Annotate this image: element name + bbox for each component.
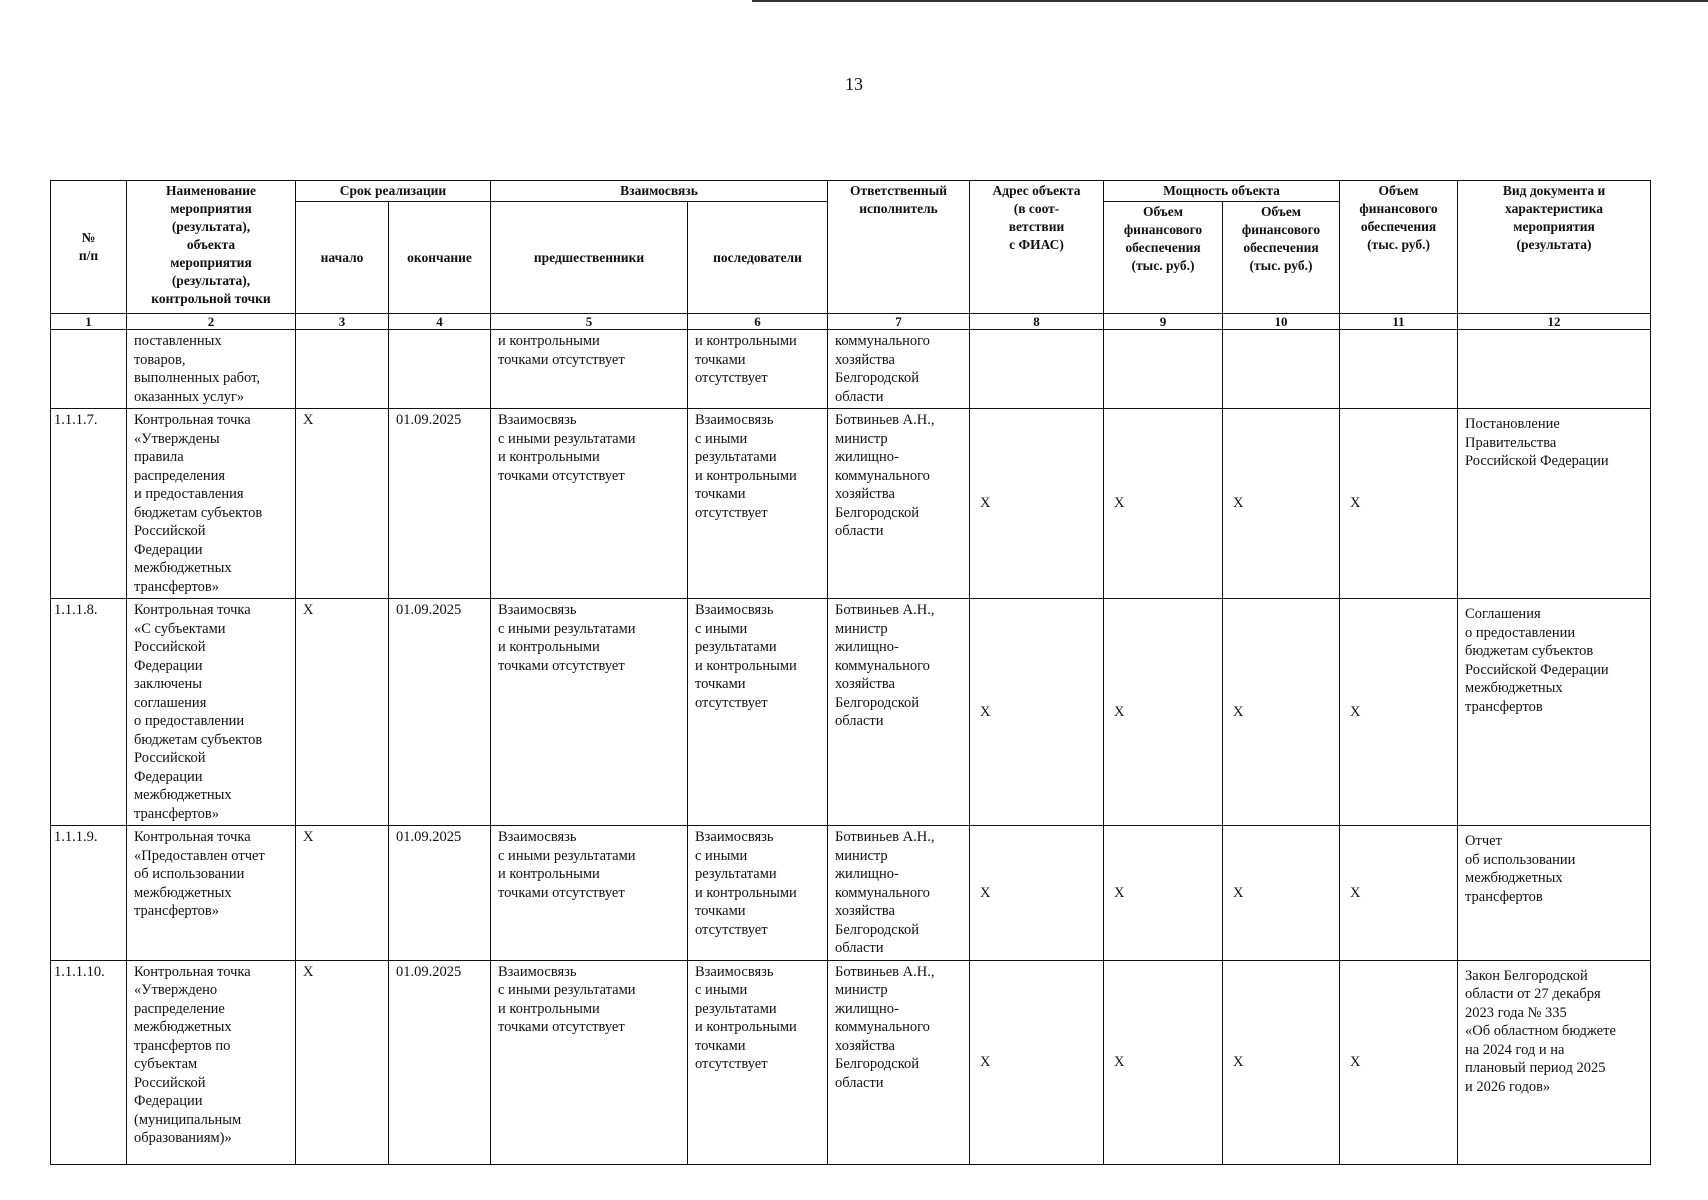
column-number: 9 — [1104, 314, 1223, 330]
header-end: окончание — [389, 202, 491, 314]
cell-no: 1.1.1.10. — [51, 960, 127, 1164]
cell-predecessors: Взаимосвязь с иными результатами и контрольными точками отсутствует — [491, 599, 688, 826]
column-number: 12 — [1458, 314, 1651, 330]
cell-predecessors: Взаимосвязь с иными результатами и контрольными точками отсутствует — [491, 960, 688, 1164]
cell-end: 01.09.2025 — [389, 960, 491, 1164]
cell-successors: и контрольными точками отсутствует — [688, 330, 828, 409]
header-fin11: Объем финансового обеспечения (тыс. руб.) — [1340, 181, 1458, 314]
cell-name: Контрольная точка «С субъектами Российской Федерации заключены соглашения о предоставлении бюджетам субъектов Российской Федерации межбюджетных трансфертов» — [127, 599, 296, 826]
cell-end: 01.09.2025 — [389, 409, 491, 599]
column-number: 8 — [970, 314, 1104, 330]
cell-start: X — [296, 409, 389, 599]
header-predecessors: предшественники — [491, 202, 688, 314]
cell-document — [1458, 330, 1651, 409]
table-row — [51, 960, 1651, 1164]
cell-predecessors: и контрольными точками отсутствует — [491, 330, 688, 409]
cell-executor: Ботвиньев А.Н., министр жилищно- коммунального хозяйства Белгородской области — [828, 960, 970, 1164]
cell-name: Контрольная точка «Утверждено распределение межбюджетных трансфертов по субъектам Российской Федерации (муниципальным образованиям)» — [127, 960, 296, 1164]
header-capacity: Мощность объекта — [1104, 181, 1340, 202]
cell-start: X — [296, 826, 389, 961]
header-fin10: Объем финансового обеспечения (тыс. руб.) — [1223, 202, 1340, 314]
cell-capacity-10: X — [1223, 599, 1340, 826]
cell-start: X — [296, 599, 389, 826]
header-successors: последователи — [688, 202, 828, 314]
header-fin9: Объем финансового обеспечения (тыс. руб.) — [1104, 202, 1223, 314]
cell-end — [389, 330, 491, 409]
cell-no: 1.1.1.8. — [51, 599, 127, 826]
cell-no: 1.1.1.9. — [51, 826, 127, 961]
cell-capacity-9 — [1104, 330, 1223, 409]
cell-executor: коммунального хозяйства Белгородской области — [828, 330, 970, 409]
table-row — [51, 826, 1651, 961]
cell-predecessors: Взаимосвязь с иными результатами и контрольными точками отсутствует — [491, 826, 688, 961]
column-number: 1 — [51, 314, 127, 330]
cell-capacity-9: X — [1104, 960, 1223, 1164]
cell-capacity-10: X — [1223, 826, 1340, 961]
cell-document: Закон Белгородской области от 27 декабря 2023 года № 335 «Об областном бюджете на 2024 год и на плановый период 2025 и 2026 годов» — [1458, 960, 1651, 1164]
cell-document: Постановление Правительства Российской Федерации — [1458, 409, 1651, 599]
cell-capacity-9: X — [1104, 409, 1223, 599]
cell-no — [51, 330, 127, 409]
cell-document: Соглашения о предоставлении бюджетам субъектов Российской Федерации межбюджетных трансфертов — [1458, 599, 1651, 826]
cell-financing-11: X — [1340, 599, 1458, 826]
top-rule — [752, 0, 1708, 2]
cell-executor: Ботвиньев А.Н., министр жилищно- коммунального хозяйства Белгородской области — [828, 826, 970, 961]
cell-end: 01.09.2025 — [389, 826, 491, 961]
cell-capacity-9: X — [1104, 826, 1223, 961]
header-address: Адрес объекта (в соот- ветствии с ФИАС) — [970, 181, 1104, 314]
cell-document: Отчет об использовании межбюджетных трансфертов — [1458, 826, 1651, 961]
cell-capacity-10: X — [1223, 409, 1340, 599]
cell-address — [970, 330, 1104, 409]
cell-name: Контрольная точка «Предоставлен отчет об использовании межбюджетных трансфертов» — [127, 826, 296, 961]
cell-executor: Ботвиньев А.Н., министр жилищно- коммунального хозяйства Белгородской области — [828, 409, 970, 599]
cell-predecessors: Взаимосвязь с иными результатами и контрольными точками отсутствует — [491, 409, 688, 599]
cell-start: X — [296, 960, 389, 1164]
table-row — [51, 409, 1651, 599]
cell-successors: Взаимосвязь с иными результатами и контрольными точками отсутствует — [688, 409, 828, 599]
header-start: начало — [296, 202, 389, 314]
header-doc: Вид документа и характеристика мероприятия (результата) — [1458, 181, 1651, 314]
column-number: 6 — [688, 314, 828, 330]
table-row — [51, 599, 1651, 826]
page-number: 13 — [845, 74, 863, 94]
cell-address: X — [970, 599, 1104, 826]
header-relation: Взаимосвязь — [491, 181, 828, 202]
cell-address: X — [970, 826, 1104, 961]
cell-executor: Ботвиньев А.Н., министр жилищно- коммунального хозяйства Белгородской области — [828, 599, 970, 826]
plan-table — [50, 180, 1651, 1165]
column-number: 10 — [1223, 314, 1340, 330]
cell-address: X — [970, 960, 1104, 1164]
header-name: Наименование мероприятия (результата), объекта мероприятия (результата), контрольной точки — [127, 181, 296, 314]
cell-capacity-10: X — [1223, 960, 1340, 1164]
cell-successors: Взаимосвязь с иными результатами и контрольными точками отсутствует — [688, 826, 828, 961]
cell-address: X — [970, 409, 1104, 599]
cell-financing-11: X — [1340, 826, 1458, 961]
column-number: 4 — [389, 314, 491, 330]
header-term: Срок реализации — [296, 181, 491, 202]
header-no: № п/п — [51, 181, 127, 314]
column-number: 11 — [1340, 314, 1458, 330]
column-number: 2 — [127, 314, 296, 330]
cell-name: Контрольная точка «Утверждены правила распределения и предоставления бюджетам субъектов Российской Федерации межбюджетных трансфертов» — [127, 409, 296, 599]
cell-capacity-10 — [1223, 330, 1340, 409]
header-executor: Ответственный исполнитель — [828, 181, 970, 314]
cell-financing-11 — [1340, 330, 1458, 409]
cell-no: 1.1.1.7. — [51, 409, 127, 599]
cell-successors: Взаимосвязь с иными результатами и контрольными точками отсутствует — [688, 960, 828, 1164]
table-row — [51, 330, 1651, 409]
cell-start — [296, 330, 389, 409]
column-number: 5 — [491, 314, 688, 330]
column-number: 7 — [828, 314, 970, 330]
cell-end: 01.09.2025 — [389, 599, 491, 826]
cell-name: поставленных товаров, выполненных работ, оказанных услуг» — [127, 330, 296, 409]
cell-financing-11: X — [1340, 960, 1458, 1164]
cell-successors: Взаимосвязь с иными результатами и контрольными точками отсутствует — [688, 599, 828, 826]
cell-financing-11: X — [1340, 409, 1458, 599]
cell-capacity-9: X — [1104, 599, 1223, 826]
column-number: 3 — [296, 314, 389, 330]
